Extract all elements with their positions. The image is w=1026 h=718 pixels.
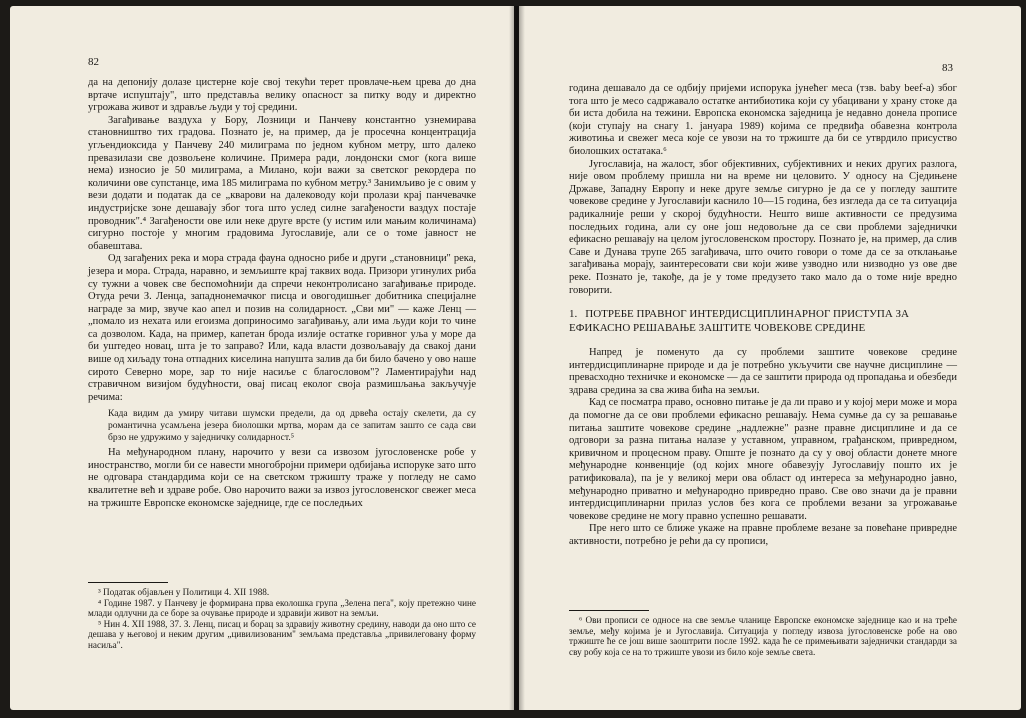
section-number: 1. [569,308,578,321]
paragraph: Кад се посматра право, основно питање је да ли право и у којој мери може и мора да помогне да се ови проблеми ефикасно решавају. Нема сумње да су за решавање питања заштите човекове средине „надлежне" разне правне дисциплине и да се одговори за разна питања налазе у уставном, управном, грађанском, привредном, кривичном и процесном праву. Опште је познато да су у овој области донете многе међународне конвенције (од којих многе обавезују Југославију пошто их је ратификовала), па је у великој мери ова област од интереса за међународно јавно, међународно приватно и међународно привредно право. Све ово значи да је правни интердисциплинарни прилаз услов без кога се проблеми везани за угрожавање човекове средине не могу правно успешно решавати. [569,397,957,522]
paragraph: Југославија, на жалост, због објективних, субјективних и неких других разлога, није овом проблему пришла ни на време ни целовито. У односу на Сједињене Државе, Западну Европу и неке друге земље сигурно је да се у погледу заштите човекове средине у Југославији каснило 10—15 година, без изгледа да се та ситуација радикалније реши у скорој будућности. Нешто више активности се предузима последњих година, али су оне још недовољне да се сви проблеми заједнички ефикасно решавају на целом југословенском простору. Познато је, на пример, да слив Саве и Дунава трупе 265 загађивача, што очито говори о томе да се за отклањање загађивања морају, заинтересовати сви који живе узводно или низводно уз ове две реке. Познато је, такође, да је у томе предузето тако мало да о томе није вредно говорити. [569,158,957,296]
page-number: 83 [942,62,953,74]
paragraph: На међународном плану, нарочито у вези са извозом југословенске робе у иностранство, могли би се навести многобројни примери одбијања испоруке зато што не одговара стандардима који се на светском тржишту траже у погледу не само квалитетне већ и здраве робе. Ово нарочито важи за извоз југословенског свежег меса на тржиште Европске економске заједнице, где се последњих [88,447,476,509]
footnote: ⁴ Године 1987. у Панчеву је формирана прва еколошка група „Зелена пега", коју претежно чине млади одлучни да се боре за очување природе и здравији живот на земљи. [88,597,476,619]
footnote: ⁶ Ови прописи се односе на све земље чланице Европске економске заједнице као и на треће земље, међу којима је и Југославија. Ситуација у погледу извоза југословенске робе на ово тржиште ће се још више заоштрити после 1992. када ће се примењивати заједнички стандарди за сву робу која се на то тржиште увози из било које земље света. [569,615,957,657]
paragraph: да на депонију долазе цистерне које свој текући терет провлаче-њем црева до дна вртаче испуштају", што представља велику опасност за питку воду и директно угрожава живот и здравље људи у тој средини. [88,77,476,114]
right-page-body [569,83,957,549]
section-title: ПОТРЕБЕ ПРАВНОГ ИНТЕРДИСЦИПЛИНАРНОГ ПРИСТУПА ЗА ЕФИКАСНО РЕШАВАЊЕ ЗАШТИТЕ ЧОВЕКОВЕ СРЕДИНЕ [569,308,909,335]
paragraph: година дешавало да се одбију пријеми испорука јунећег меса (тзв. baby beef-а) због тога што је месо садржавало остатке антибиотика који су убацивани у храну стоке да би иста добила на тежини. Европска економска заједница је недавно донела прописе (који ступају на снагу 1. јануара 1989) којима се предвиђа обавезна контрола животиња и свежег меса које се увози на то тржиште да би се утврдило присуство биолошких остатака.⁶ [569,83,957,157]
footnote: ³ Податак објављен у Политици 4. XII 1988. [98,587,270,597]
paragraph: Од загађених река и мора страда фауна односно рибе и други „становници" река, језера и мора. Страда, наравно, и земљиште крај таквих вода. Призори угинулих риба су тужни а човек све беспомоћнији да спречи неконтролисано загађивање природе. Отуда речи З. Ленца, западнонемачког писца и овогодишњег добитника специјалне награде за мир, звуче као апел и позив на солидарност. „Сви ми" — каже Ленц — „помало из нехата или егоизма доприносимо загађивању, али има људи који то чине са дозволом. Када, на пример, капетан брода излије остатке горивног уља у море да би уштедео новац, шта је то заправо? Или, када власти дозвољавају да свакој дани више од хиљаду тона отпадних киселина напушта залив да би било бачено у ово наше сирото Северно море, зар то није насиље с благословом"? Ламентирајући над стравичном визијом будућности, овај писац еколог своја размишљања закључује речима: [88,253,476,403]
page-number: 82 [88,56,99,68]
left-page [10,6,514,710]
paragraph: Загађивање ваздуха у Бору, Лозници и Панчеву константно узнемирава становништво тих градова. Познато је, на пример, да је просечна концентрација угљендиоксида у Панчеву 240 милиграма по једном кубном метру, што далеко превазилази све дозвољене количине. Примера ради, лондонски смог (кога више нема) износио је 50 милиграма, а Милано, који важи за светског рекордера по количини ове супстанце, има 185 милиграма по кубном метру.³ Занимљиво је с овим у вези додати и податак да се „кварови на далеководу који пролази крај панчевачке индустријске зоне дешавају због тога што услед силне загађености ваздух постаје проводник".⁴ Загађености ове или неке друге врсте (у истим или мањим количинама) сигурно постоје у многим градовима Југославије, али се о томе јавност не обавештава. [88,114,476,252]
block-quote: Када видим да умиру читави шумски предели, да од дрвећа остају скелети, да су романтична усамљена језера биолошки мртва, морам да се запитам зашто се сада сви брзо не удружимо у заједничку солидарност.⁵ [108,408,476,443]
right-page [519,6,1021,710]
footnote: ⁵ Нин 4. XII 1988, 37. З. Ленц, писац и борац за здравију животну средину, наводи да оно што се дешава у његовој и неким другим „цивилизованим" земљама представља „привилеговану форму насиља". [88,618,476,650]
section-heading [569,307,957,335]
footnote-rule [569,610,649,611]
footnotes [88,574,476,651]
footnotes [569,602,957,657]
paragraph: Пре него што се ближе укаже на правне проблеме везане за повећане привредне активности, потребно је рећи да су прописи, [569,523,957,547]
left-page-body [88,77,476,510]
paragraph: Напред је поменуто да су проблеми заштите човекове средине интердисциплинарне природе и да је потребно укључити све научне дисциплине — превасходно техничке и економске — да се заштити природа од пропадања и обезбеди здрава средина за сва жива бића на земљи. [569,347,957,396]
footnote-rule [88,582,168,583]
